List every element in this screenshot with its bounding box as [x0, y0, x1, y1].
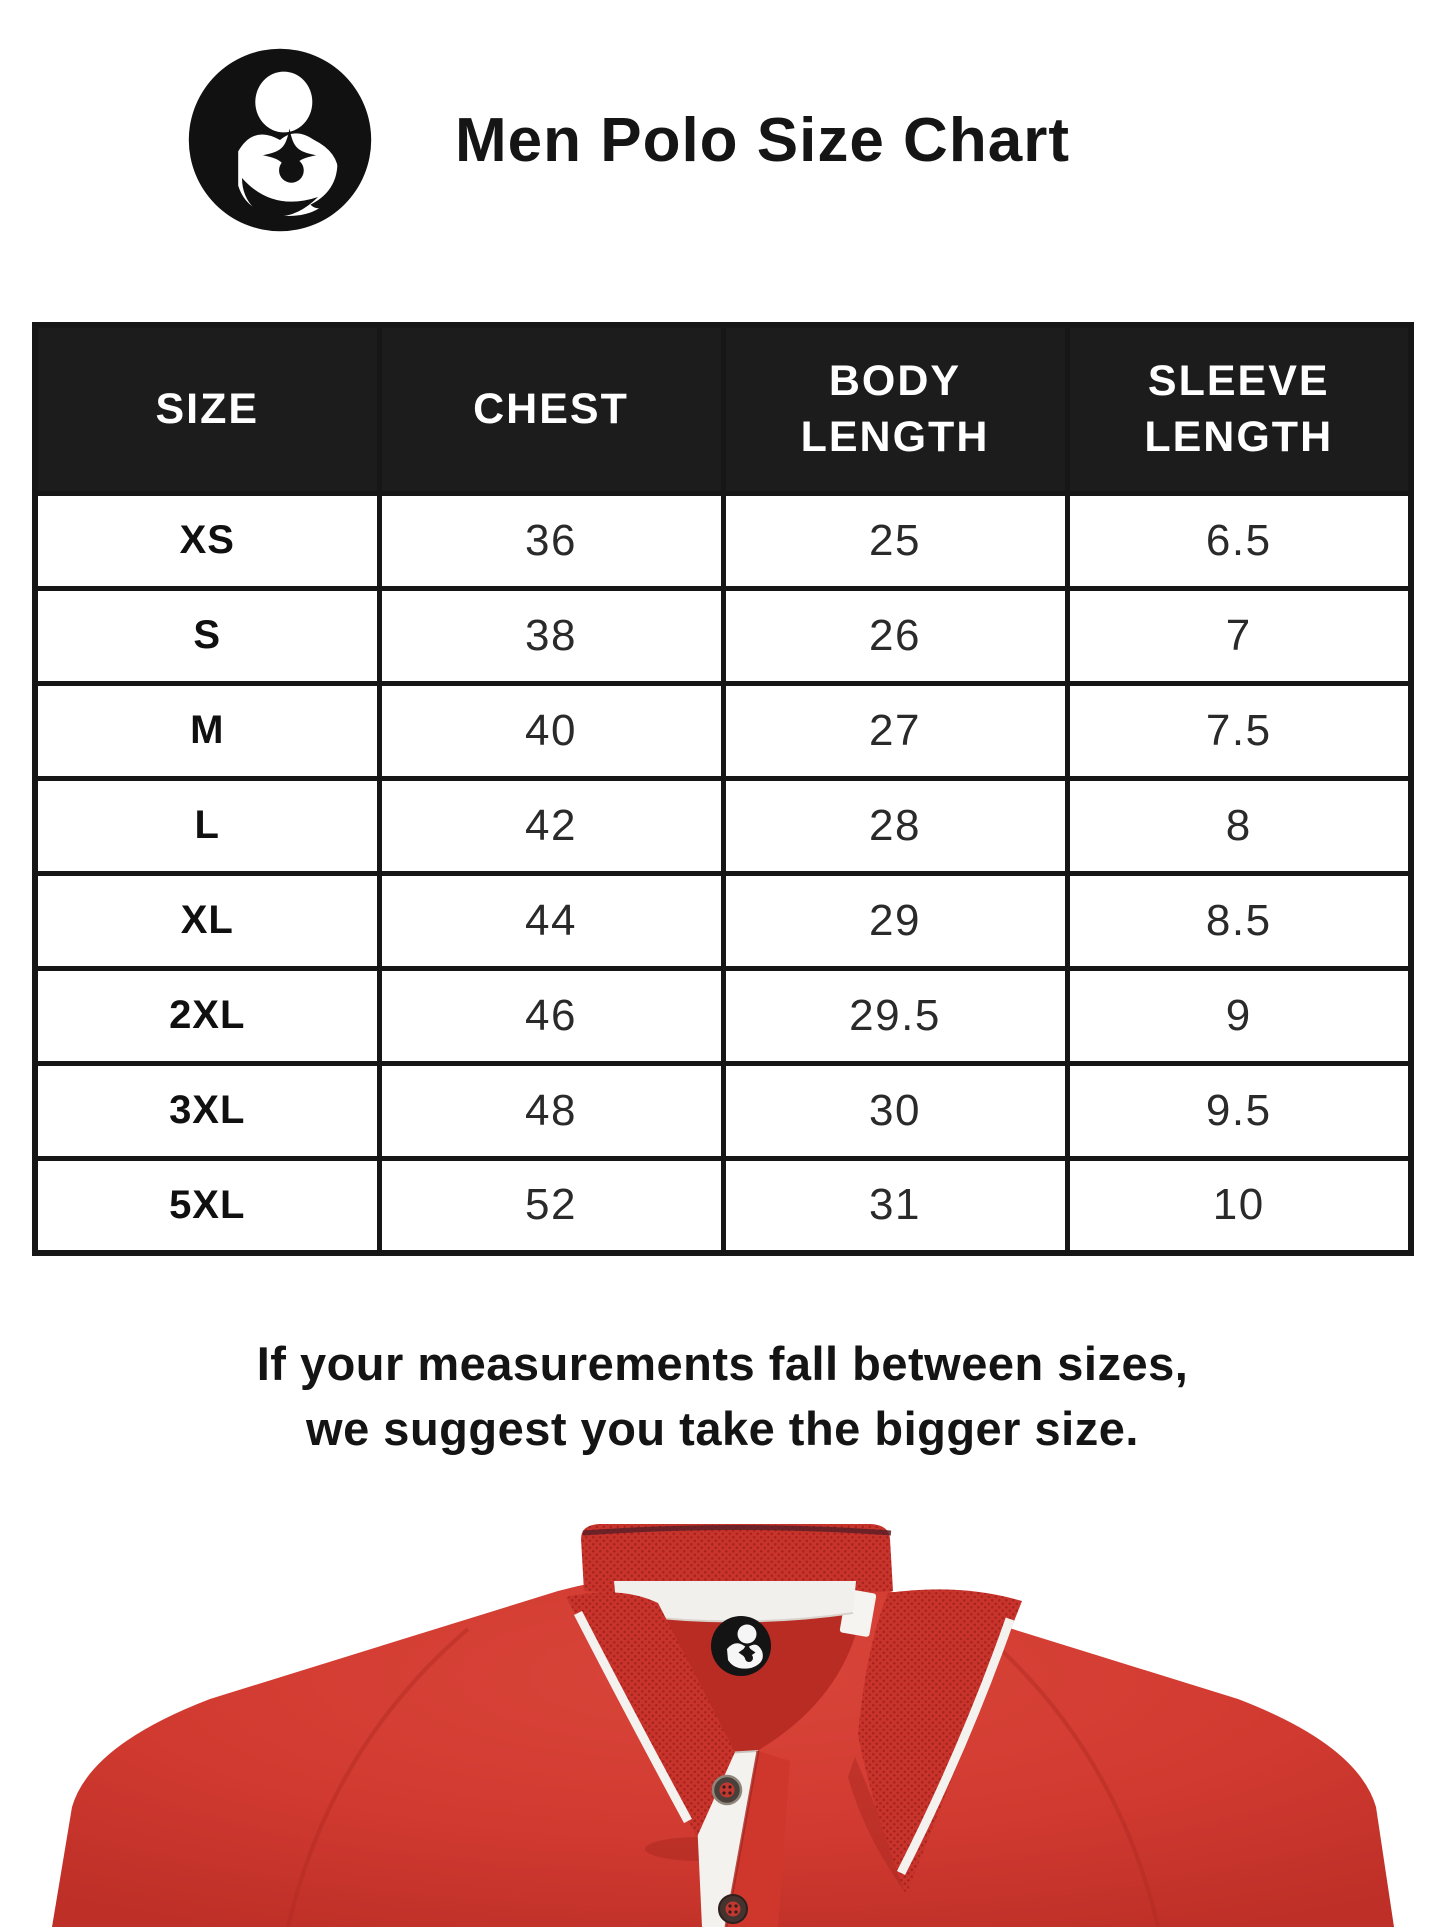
note-line-2: we suggest you take the bigger size.: [306, 1401, 1139, 1455]
cell-body-length: 28: [723, 778, 1067, 873]
note-text: [0, 1332, 1445, 1462]
cell-chest: 48: [379, 1063, 723, 1158]
table-row: [35, 1158, 1411, 1253]
cell-size: M: [35, 683, 379, 778]
note-line-1: If your measurements fall between sizes,: [256, 1337, 1189, 1390]
polo-shirt-image: [0, 1497, 1445, 1927]
cell-sleeve-length: 8.5: [1067, 873, 1411, 968]
column-header-sleeve-length: SLEEVE LENGTH: [1067, 325, 1411, 493]
table-row: [35, 493, 1411, 588]
column-header-chest: CHEST: [379, 325, 723, 493]
cell-body-length: 27: [723, 683, 1067, 778]
cell-sleeve-length: 7: [1067, 588, 1411, 683]
cell-chest: 36: [379, 493, 723, 588]
cell-size: 3XL: [35, 1063, 379, 1158]
cell-sleeve-length: 7.5: [1067, 683, 1411, 778]
table-row: [35, 968, 1411, 1063]
cell-sleeve-length: 10: [1067, 1158, 1411, 1253]
cell-chest: 44: [379, 873, 723, 968]
cell-chest: 38: [379, 588, 723, 683]
cell-body-length: 26: [723, 588, 1067, 683]
size-table: [32, 322, 1414, 1256]
polo-brand-tag-icon: [711, 1616, 771, 1676]
table-row: [35, 873, 1411, 968]
cell-chest: 40: [379, 683, 723, 778]
cell-sleeve-length: 8: [1067, 778, 1411, 873]
cell-size: S: [35, 588, 379, 683]
product-image: [0, 1497, 1445, 1927]
table-row: [35, 778, 1411, 873]
cell-sleeve-length: 9.5: [1067, 1063, 1411, 1158]
column-header-body-length: BODY LENGTH: [723, 325, 1067, 493]
size-table-header: [35, 325, 1411, 493]
cell-size: L: [35, 778, 379, 873]
cell-body-length: 29.5: [723, 968, 1067, 1063]
column-header-size: SIZE: [35, 325, 379, 493]
cell-chest: 42: [379, 778, 723, 873]
cell-body-length: 30: [723, 1063, 1067, 1158]
table-row: [35, 588, 1411, 683]
table-row: [35, 683, 1411, 778]
cell-body-length: 31: [723, 1158, 1067, 1253]
cell-size: XL: [35, 873, 379, 968]
header: [0, 0, 1445, 235]
cell-chest: 46: [379, 968, 723, 1063]
cell-sleeve-length: 9: [1067, 968, 1411, 1063]
header-row: [35, 325, 1411, 493]
cell-size: 5XL: [35, 1158, 379, 1253]
cell-size: 2XL: [35, 968, 379, 1063]
table-row: [35, 1063, 1411, 1158]
brand-logo-icon: [185, 45, 375, 235]
cell-size: XS: [35, 493, 379, 588]
cell-body-length: 25: [723, 493, 1067, 588]
polo-button-top: [713, 1776, 741, 1804]
polo-button-bottom: [719, 1895, 747, 1923]
size-table-body: [35, 493, 1411, 1253]
cell-body-length: 29: [723, 873, 1067, 968]
cell-sleeve-length: 6.5: [1067, 493, 1411, 588]
page-title: Men Polo Size Chart: [455, 105, 1070, 175]
cell-chest: 52: [379, 1158, 723, 1253]
